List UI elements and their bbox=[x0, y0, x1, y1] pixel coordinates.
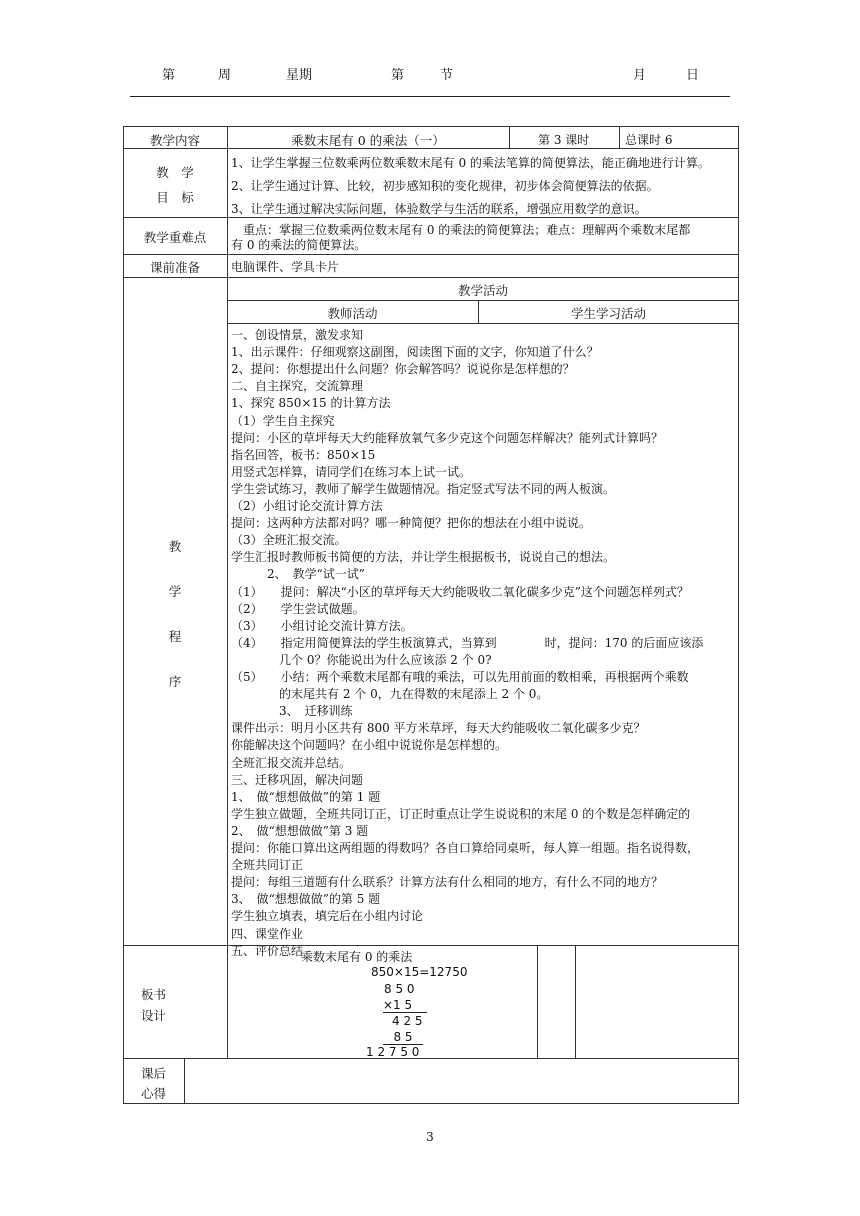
process-line: 1、出示课件：仔细观察这副图，阅读图下面的文字，你知道了什么？ bbox=[231, 345, 599, 360]
process-line: （4） 指定用简便算法的学生板演算式，当算到 时，提问：170 的后面应该添 bbox=[231, 635, 704, 650]
process-line: 3、 做“想想做做”的第 5 题 bbox=[231, 892, 381, 907]
header-weekday: 星期 bbox=[286, 68, 313, 83]
lesson-number: 第 3 课时 bbox=[538, 133, 590, 147]
row-divider bbox=[227, 323, 739, 324]
process-label-char: 序 bbox=[168, 674, 182, 689]
total-lessons: 总课时 6 bbox=[625, 133, 673, 147]
process-line: 2、 教学“试一试” bbox=[231, 567, 365, 582]
goal-item: 2、让学生通过计算、比较，初步感知积的变化规律，初步体会简便算法的依据。 bbox=[231, 179, 659, 193]
col-divider bbox=[575, 945, 576, 1058]
board-row: 8 5 0 bbox=[384, 982, 415, 996]
board-label-top: 板书 bbox=[140, 987, 166, 1002]
board-row-partial: 8 5 bbox=[383, 1030, 423, 1045]
row-divider bbox=[123, 945, 739, 946]
process-line: 五、评价总结 bbox=[231, 943, 304, 958]
col-divider bbox=[619, 126, 620, 148]
key-points-label: 教学重难点 bbox=[143, 230, 207, 245]
activity-header: 教学活动 bbox=[457, 283, 508, 298]
row-divider bbox=[123, 1058, 739, 1059]
process-line: 全班共同订正 bbox=[231, 858, 304, 873]
goal-item: 1、让学生掌握三位数乘两位数乘数末尾有 0 的乘法笔算的简便算法，能正确地进行计算。 bbox=[231, 156, 710, 170]
board-row-result: 1 2 7 5 0 bbox=[366, 1045, 420, 1059]
header-month: 月 bbox=[633, 68, 647, 83]
process-line: 学生尝试练习，教师了解学生做题情况。指定竖式写法不同的两人板演。 bbox=[231, 481, 616, 496]
header-day: 日 bbox=[686, 68, 700, 83]
header-rule bbox=[130, 96, 730, 97]
process-line: 学生汇报时教师板书简便的方法，并让学生根据板书，说说自己的想法。 bbox=[231, 550, 616, 565]
prep-text: 电脑课件、学具卡片 bbox=[231, 260, 340, 274]
process-line: （1） 提问：解决“小区的草坪每天大约能吸收二氧化碳多少克”这个问题怎样列式？ bbox=[231, 584, 689, 599]
process-line: 三、迁移巩固，解决问题 bbox=[231, 772, 364, 787]
col-divider bbox=[509, 126, 510, 148]
header-section-unit: 节 bbox=[440, 68, 454, 83]
process-line: 提问：小区的草坪每天大约能释放氧气多少克这个问题怎样解决？能列式计算吗？ bbox=[231, 430, 664, 445]
col-divider bbox=[184, 1058, 185, 1104]
col-divider bbox=[227, 126, 228, 1058]
col-divider bbox=[537, 945, 538, 1058]
process-label-char: 学 bbox=[168, 584, 182, 599]
lesson-title: 乘数末尾有 0 的乘法（一） bbox=[291, 133, 445, 148]
header-section: 第 bbox=[391, 68, 405, 83]
process-line: （3）全班汇报交流。 bbox=[231, 533, 347, 548]
process-line: 2、提问：你想提出什么问题？你会解答吗？说说你是怎样想的？ bbox=[231, 362, 575, 377]
page-number: 3 bbox=[426, 1130, 434, 1144]
process-label-char: 教 bbox=[168, 539, 182, 554]
reflection-label-top: 课后 bbox=[140, 1066, 166, 1081]
header-week-unit: 周 bbox=[218, 68, 232, 83]
board-row-multiplier: ×1 5 bbox=[383, 998, 427, 1013]
process-line: 提问：这两种方法都对吗？哪一种简便？把你的想法在小组中说说。 bbox=[231, 516, 592, 531]
process-line: （2） 学生尝试做题。 bbox=[231, 601, 365, 616]
row-divider bbox=[123, 217, 739, 218]
process-line: 指名回答，板书：850×15 bbox=[231, 447, 376, 462]
board-title: 乘数末尾有 0 的乘法 bbox=[301, 950, 413, 964]
process-line: 3、 迁移训练 bbox=[231, 704, 353, 719]
process-line: 一、创设情景，激发求知 bbox=[231, 328, 364, 342]
process-line: 2、 做“想想做做”第 3 题 bbox=[231, 823, 369, 838]
teacher-activity-header: 教师活动 bbox=[327, 306, 378, 321]
process-line: （2）小组讨论交流计算方法 bbox=[231, 499, 383, 513]
key-points-line-2: 有 0 的乘法的简便算法。 bbox=[231, 238, 367, 252]
row-divider bbox=[227, 300, 739, 301]
process-line: 的末尾共有 2 个 0，九在得数的末尾添上 2 个 0。 bbox=[231, 687, 549, 702]
process-line: 全班汇报交流并总结。 bbox=[231, 755, 352, 770]
prep-label: 课前准备 bbox=[149, 260, 200, 275]
process-line: （3） 小组讨论交流计算方法。 bbox=[231, 618, 413, 633]
process-label-char: 程 bbox=[168, 629, 182, 644]
goals-label-bottom: 目 标 bbox=[156, 190, 194, 205]
reflection-label-bottom: 心得 bbox=[140, 1086, 166, 1101]
row-divider bbox=[123, 254, 739, 255]
goal-item: 3、让学生通过解决实际问题，体验数学与生活的联系，增强应用数学的意识。 bbox=[231, 202, 647, 216]
process-line: 提问：你能口算出这两组题的得数吗？各自口算给同桌听，每人算一组题。指名说得数， bbox=[231, 841, 700, 855]
process-line: 学生独立做题，全班共同订正，订正时重点让学生说说积的末尾 0 的个数是怎样确定的 bbox=[231, 806, 691, 821]
content-label: 教学内容 bbox=[149, 133, 200, 148]
process-line: 课件出示：明月小区共有 800 平方米草坪，每天大约能吸收二氧化碳多少克？ bbox=[231, 721, 646, 736]
process-line: 用竖式怎样算，请同学们在练习本上试一试。 bbox=[231, 464, 472, 479]
process-line: 学生独立填表，填完后在小组内讨论 bbox=[231, 909, 424, 924]
process-line: 四、课堂作业 bbox=[231, 926, 304, 941]
goals-label-top: 教 学 bbox=[156, 165, 194, 180]
board-row: 4 2 5 bbox=[392, 1014, 423, 1028]
board-equation: 850×15=12750 bbox=[371, 965, 468, 979]
process-line: 1、探究 850×15 的计算方法 bbox=[231, 396, 391, 411]
header-week: 第 bbox=[162, 68, 176, 83]
student-activity-header: 学生学习活动 bbox=[570, 306, 646, 321]
process-line: 几个 0？你能说出为什么应该添 2 个 0? bbox=[231, 652, 492, 667]
process-line: （5） 小结：两个乘数末尾都有哦的乘法，可以先用前面的数相乘，再根据两个乘数 bbox=[231, 670, 689, 684]
row-divider bbox=[123, 277, 739, 278]
process-line: 你能解决这个问题吗？在小组中说说你是怎样想的。 bbox=[231, 738, 508, 753]
key-points-line-1: 重点：掌握三位数乘两位数末尾有 0 的乘法的简便算法；难点：理解两个乘数末尾都 bbox=[231, 223, 691, 237]
board-label-bottom: 设计 bbox=[140, 1008, 166, 1023]
process-line: 二、自主探究，交流算理 bbox=[231, 379, 364, 394]
process-line: （1）学生自主探究 bbox=[231, 413, 335, 428]
process-line: 1、 做“想想做做”的第 1 题 bbox=[231, 789, 381, 804]
process-line: 提问：每组三道题有什么联系？计算方法有什么相同的地方，有什么不同的地方？ bbox=[231, 875, 664, 890]
